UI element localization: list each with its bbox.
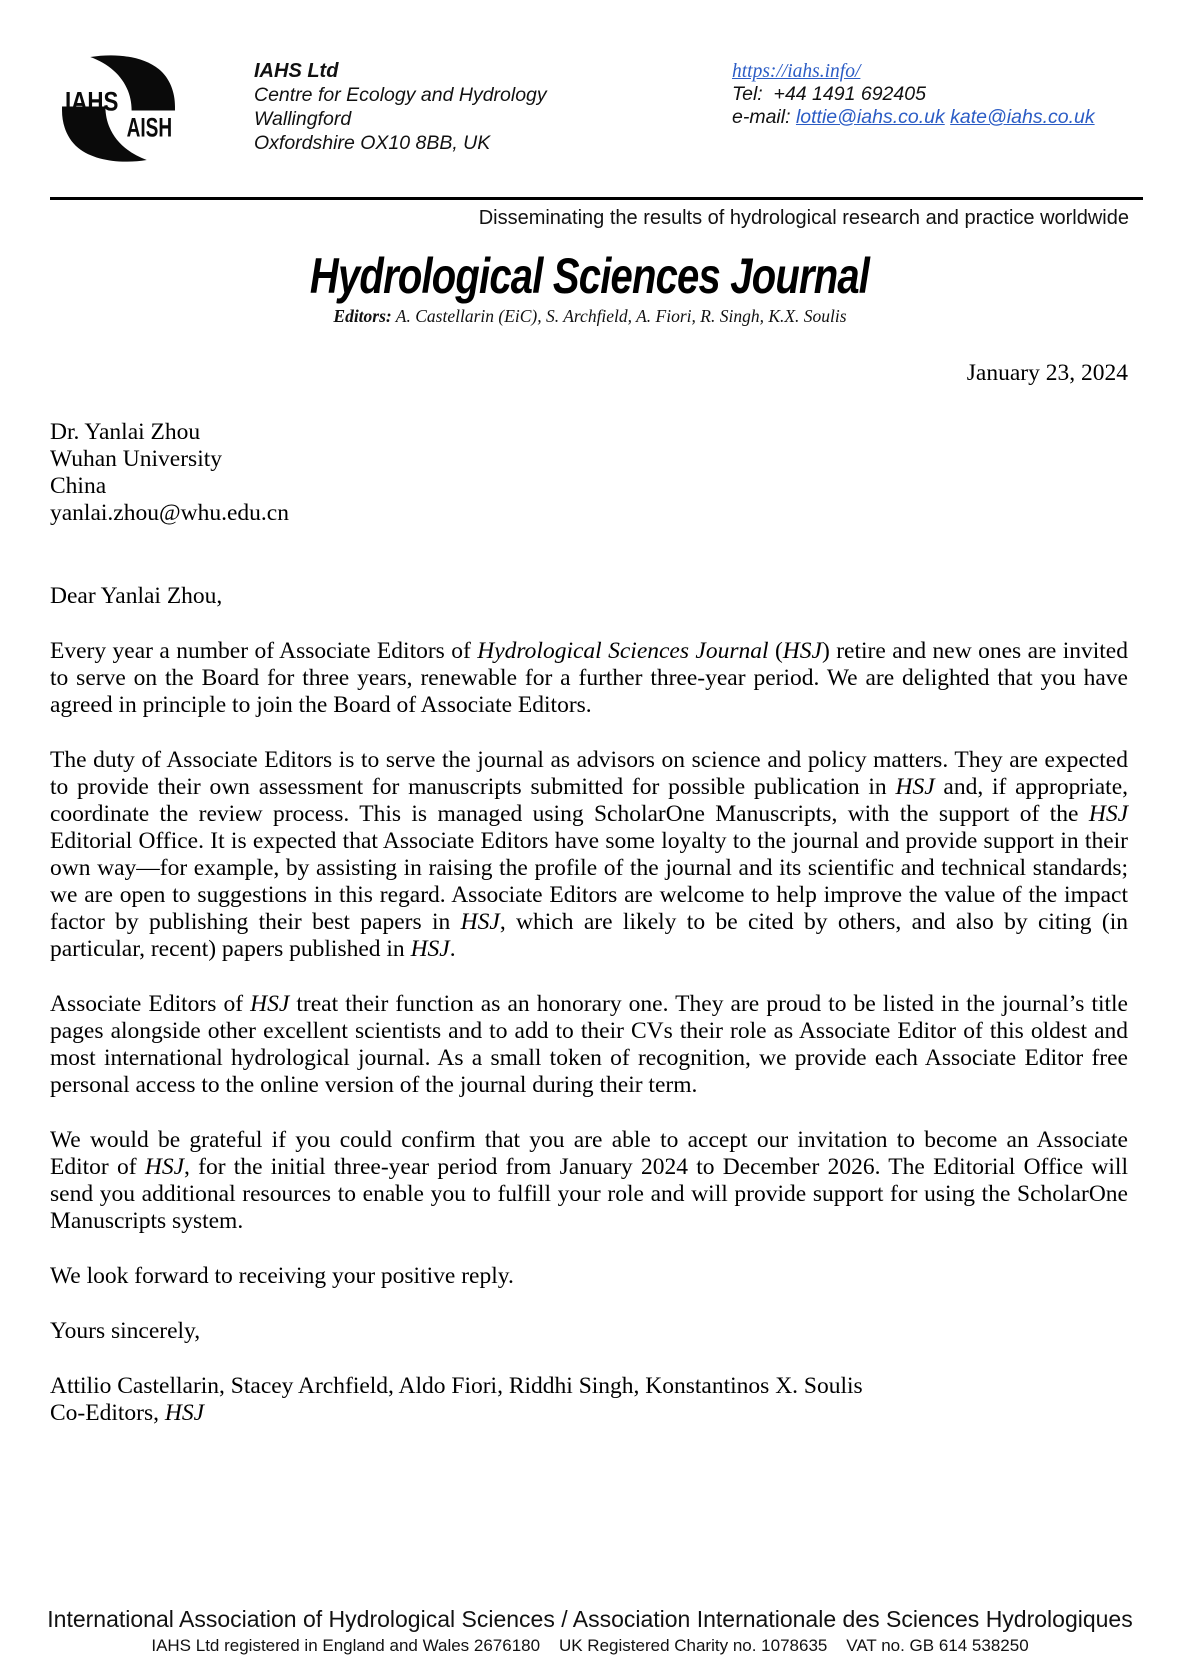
iahs-logo-graphic [60, 52, 177, 165]
website-line [732, 60, 1095, 83]
recipient-affiliation: Wuhan University [50, 446, 223, 472]
iahs-logo [60, 52, 177, 165]
org-name: IAHS Ltd [254, 60, 339, 82]
paragraph-2: The duty of Associate Editors is to serve the journal as advisors on science and policy matters. They are expected to provide their own assessment for manuscripts submitted for possible publication in HSJ and, if appropriate, coordinate the review process. This is managed using ScholarOne Manuscripts, with the support of the HSJ Editorial Office. It is expected that Associate Editors have some loyalty to the journal and provide support in their own way—for example, by assisting in raising the profile of the journal and its scientific and technical standards; we are open to suggestions in this regard. Associate Editors are welcome to help improve the value of the impact factor by publishing their best papers in HSJ, which are likely to be cited by others, and also by citing (in particular, recent) papers published in HSJ. [50, 747, 1128, 962]
header-rule [50, 197, 1143, 200]
signature-role: Co-Editors, HSJ [50, 1400, 205, 1426]
recipient-block [50, 419, 1128, 527]
logo-text-iahs: IAHS [65, 86, 119, 118]
footer-association-line: International Association of Hydrological Sciences / Association Internationale des Sciences Hydrologiques [47, 1606, 1133, 1632]
closing: Yours sincerely, [50, 1318, 201, 1344]
letter-date: January 23, 2024 [966, 360, 1128, 386]
journal-title-text: Hydrological Sciences Journal [310, 248, 870, 304]
letter-body [50, 360, 1128, 1427]
tagline: Disseminating the results of hydrological research and practice worldwide [478, 207, 1129, 229]
paragraph-4: We would be grateful if you could confirm that you are able to accept our invitation to become an Associate Editor of HSJ, for the initial three-year period from January 2024 to December 2026. The Editorial Office will send you additional resources to enable you to fulfill your role and will provide support for using the ScholarOne Manuscripts system. [50, 1127, 1128, 1234]
tel-line: Tel: +44 1491 692405 [732, 83, 926, 105]
salutation: Dear Yanlai Zhou, [50, 583, 223, 609]
email-label: e-mail: [732, 106, 791, 128]
signature-block [50, 1373, 1128, 1427]
footer-registration-line: IAHS Ltd registered in England and Wales 2676180 UK Registered Charity no. 1078635 VAT no. GB 614 538250 [151, 1636, 1029, 1655]
email-link-kate[interactable]: kate@iahs.co.uk [950, 106, 1095, 128]
recipient-name: Dr. Yanlai Zhou [50, 419, 201, 445]
org-address-line: Wallingford [254, 108, 352, 130]
paragraph-5: We look forward to receiving your positive reply. [50, 1263, 514, 1289]
editors-line [0, 306, 1180, 327]
website-link[interactable]: https://iahs.info/ [732, 61, 861, 82]
email-line [732, 106, 1095, 129]
paragraph-3: Associate Editors of HSJ treat their function as an honorary one. They are proud to be listed in the journal’s title pages alongside other excellent scientists and to add to their CVs their role as Associate Editor of this oldest and most international hydrological journal. As a small token of recognition, we provide each Associate Editor free personal access to the online version of the journal during their term. [50, 991, 1128, 1098]
logo-text-aish: AISH [126, 112, 173, 143]
signatories: Attilio Castellarin, Stacey Archfield, Aldo Fiori, Riddhi Singh, Konstantinos X. Soulis [50, 1373, 863, 1399]
org-address-line: Centre for Ecology and Hydrology [254, 84, 547, 106]
contact-block [732, 60, 1095, 129]
recipient-country: China [50, 473, 107, 499]
editors-label: Editors: [333, 306, 392, 326]
org-address-block [254, 59, 547, 155]
email-link-lottie[interactable]: lottie@iahs.co.uk [795, 106, 945, 128]
recipient-email: yanlai.zhou@whu.edu.cn [50, 500, 289, 526]
org-address-line: Oxfordshire OX10 8BB, UK [254, 132, 491, 154]
editors-names: A. Castellarin (EiC), S. Archfield, A. Fiori, R. Singh, K.X. Soulis [391, 306, 847, 326]
paragraph-1: Every year a number of Associate Editors of Hydrological Sciences Journal (HSJ) retire and new ones are invited to serve on the Board for three years, renewable for a further three-year period. We are delighted that you have agreed in principle to join the Board of Associate Editors. [50, 638, 1128, 718]
